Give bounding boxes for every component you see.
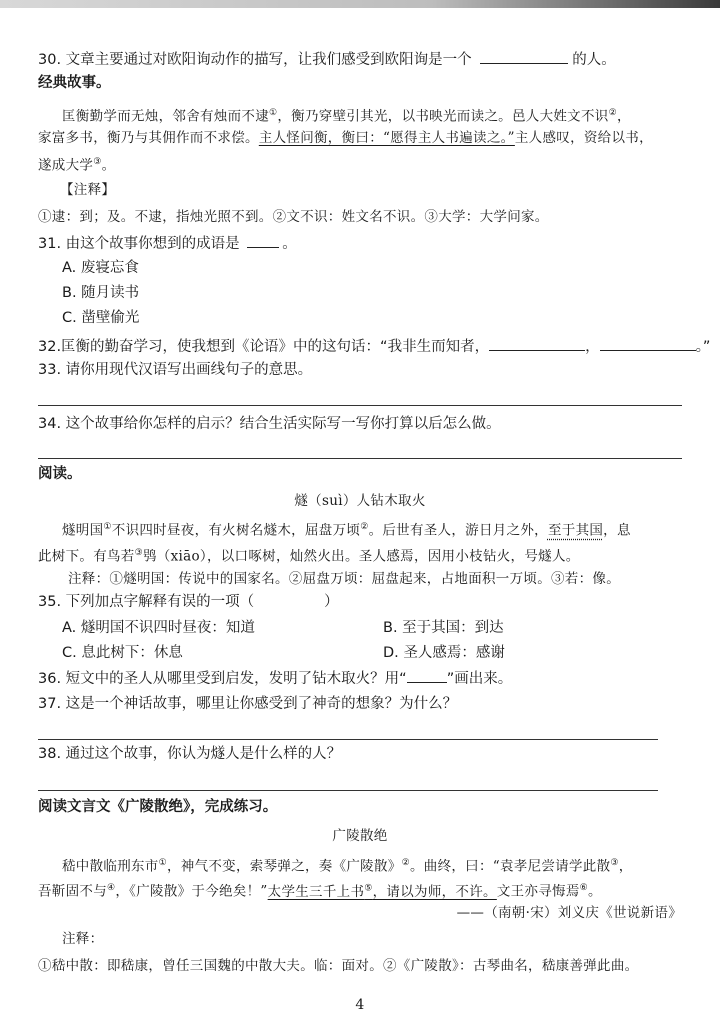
- section-heading-reading: 阅读。: [38, 466, 82, 482]
- option-a[interactable]: A. 废寝忘食: [62, 260, 139, 276]
- question-34: 34. 这个故事给你怎样的启示？结合生活实际写一写你打算以后怎么做。: [38, 416, 501, 432]
- option-b[interactable]: B. 至于其国：到达: [383, 620, 504, 636]
- notes-text: ①逮：到；及。不逮，指烛光照不到。②文不识：姓文名不识。③大学：大学问家。: [38, 209, 549, 225]
- passage-line: 家富多书，衡乃与其佣作而不求偿。主人怪问衡，衡曰：“愿得主人书遍读之。”主人感叹，资给以书，: [38, 130, 653, 146]
- question-36: 36. 短文中的圣人从哪里受到启发，发明了钻木取火？用“ ”画出来。: [38, 668, 512, 689]
- passage-line: 此树下。有鸟若③鸮（xiāo），以口啄树，灿然火出。圣人感焉，因用小枝钻火，号燧人。: [38, 548, 580, 565]
- passage-line: 吾靳固不与④，《广陵散》于今绝矣！”太学生三千上书⑤，请以为师，不许。文王亦寻悔焉⑥。: [38, 883, 602, 900]
- answer-blank[interactable]: [600, 336, 696, 351]
- passage-line: 燧明国①不识四时昼夜，有火树名燧木，屈盘万顷②。后世有圣人，游日月之外，至于其国，息: [62, 522, 631, 539]
- page-number: 4: [355, 997, 365, 1013]
- question-35: 35. 下列加点字解释有误的一项（ ）: [38, 594, 339, 610]
- answer-line[interactable]: [38, 790, 658, 791]
- notes-label: 【注释】: [60, 182, 116, 198]
- section-heading-classic-story: 经典故事。: [38, 75, 111, 91]
- option-c[interactable]: C. 凿壁偷光: [62, 310, 140, 326]
- underline-sample: [407, 668, 447, 683]
- scan-edge: [0, 0, 720, 8]
- answer-line[interactable]: [38, 739, 658, 740]
- notes-label: 注释：: [62, 931, 104, 947]
- question-30: 30. 文章主要通过对欧阳询动作的描写，让我们感受到欧阳询是一个 的人。: [38, 49, 616, 70]
- passage-source: ——（南朝·宋）刘义庆《世说新语》: [456, 905, 682, 921]
- answer-line[interactable]: [38, 405, 682, 406]
- answer-blank[interactable]: [480, 49, 568, 64]
- passage-line: 匡衡勤学而无烛，邻舍有烛而不逮①，衡乃穿壁引其光，以书映光而读之。邑人大姓文不识②，: [62, 108, 631, 125]
- answer-blank[interactable]: [247, 233, 279, 248]
- passage-line: 嵇中散临刑东市①，神气不变，索琴弹之，奏《广陵散》②。曲终，曰：“袁孝尼尝请学此散③，: [62, 858, 633, 875]
- passage-title: 广陵散绝: [332, 828, 388, 844]
- passage-line: 遂成大学③。: [38, 157, 116, 174]
- question-38: 38. 通过这个故事，你认为燧人是什么样的人？: [38, 746, 342, 762]
- option-b[interactable]: B. 随月读书: [62, 285, 140, 301]
- question-31: 31. 由这个故事你想到的成语是 。: [38, 233, 297, 254]
- question-37: 37. 这是一个神话故事，哪里让你感受到了神奇的想象？为什么？: [38, 696, 458, 712]
- question-33: 33. 请你用现代汉语写出画线句子的意思。: [38, 362, 313, 378]
- option-d[interactable]: D. 圣人感焉：感谢: [383, 645, 505, 661]
- notes-text: 注释：①燧明国：传说中的国家名。②屈盘万顷：屈盘起来，占地面积一万顷。③若：像。: [68, 571, 620, 587]
- underlined-sentence: 主人怪问衡，衡曰：“愿得主人书遍读之。”: [258, 130, 515, 146]
- answer-line[interactable]: [38, 458, 682, 459]
- answer-blank[interactable]: [489, 336, 585, 351]
- section-heading-guanglingsan: 阅读文言文《广陵散绝》，完成练习。: [38, 799, 278, 815]
- option-a[interactable]: A. 燧明国不识四时昼夜：知道: [62, 620, 255, 636]
- passage-title: 燧（suì）人钻木取火: [294, 493, 426, 509]
- underlined-sentence: 太学生三千上书⑤，请以为师，不许。: [267, 883, 497, 900]
- question-32: 32.匡衡的勤奋学习，使我想到《论语》中的这句话：“我非生而知者， ， 。”: [38, 336, 710, 357]
- option-c[interactable]: C. 息此树下：休息: [62, 645, 183, 661]
- notes-text: ①嵇中散：即嵇康，曾任三国魏的中散大夫。临：面对。②《广陵散》：古琴曲名，嵇康善弹此曲。: [38, 958, 639, 974]
